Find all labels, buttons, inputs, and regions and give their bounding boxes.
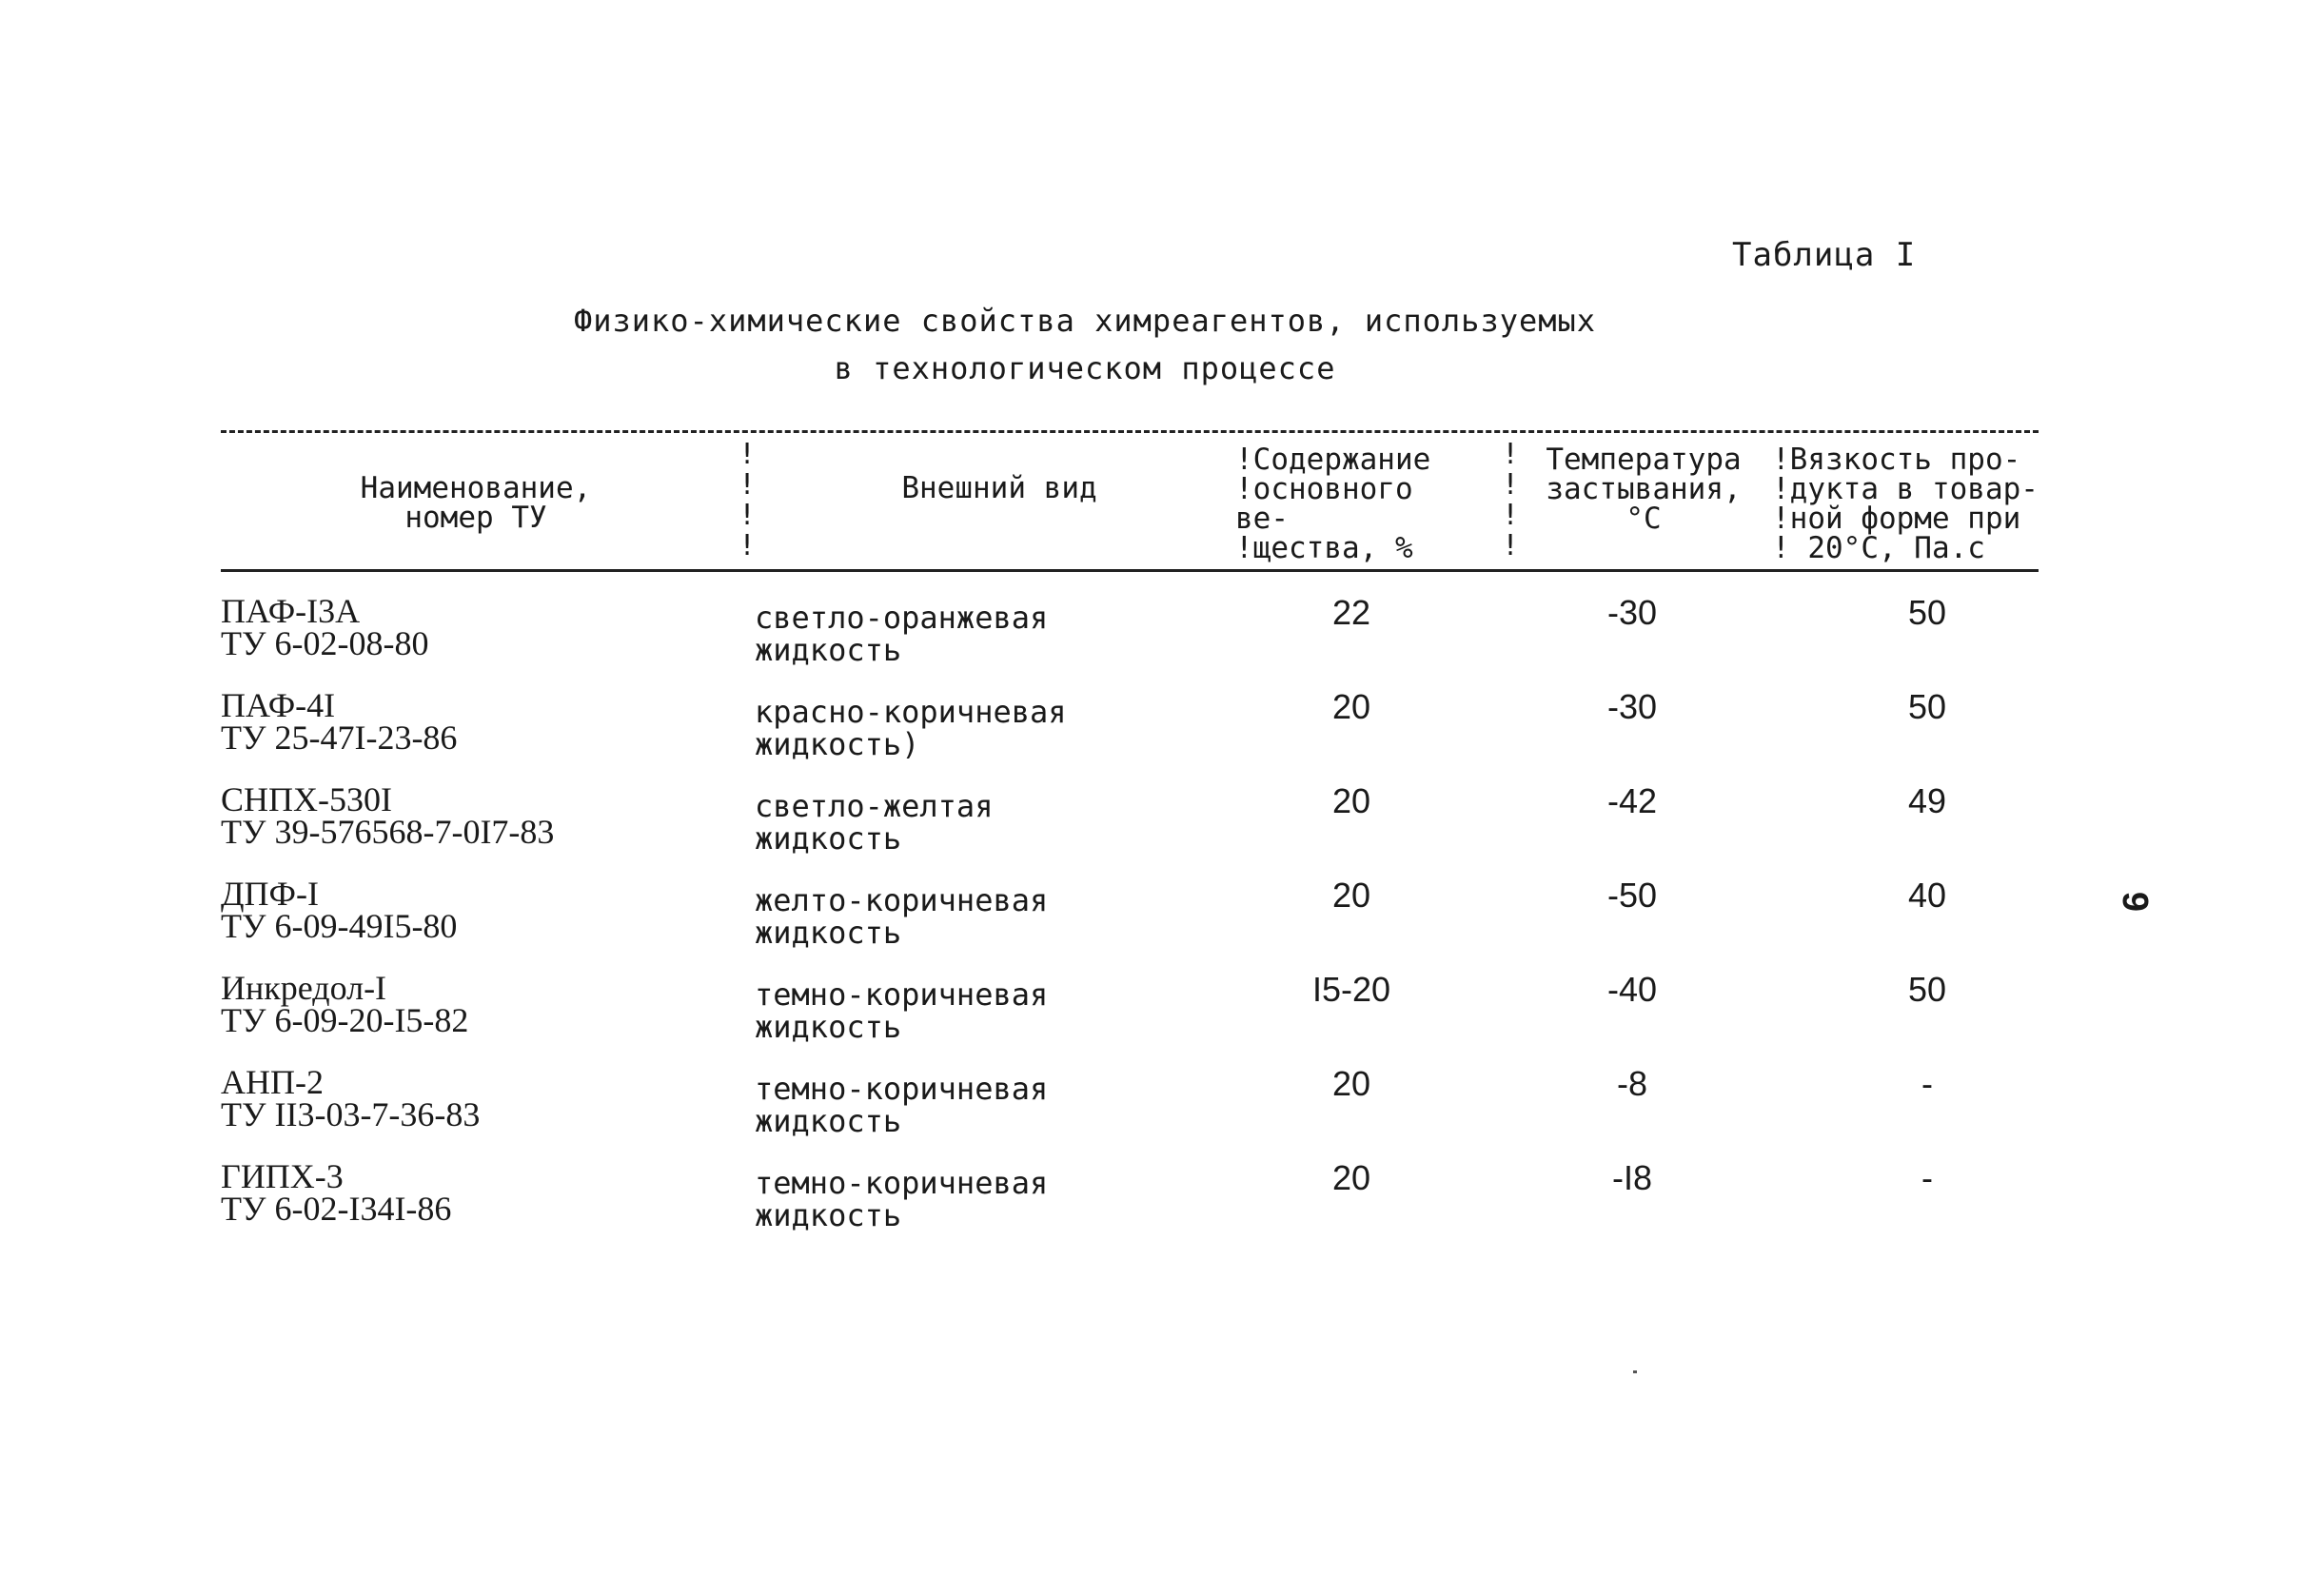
appearance-line-2: жидкость [755, 1103, 902, 1139]
table-title [533, 297, 1637, 392]
row-temperature: -42 [1606, 781, 1658, 820]
table-label: Таблица I [1732, 236, 1917, 274]
appearance-line-1: красно-коричневая [755, 694, 1067, 730]
reagent-tu: ТУ 6-09-20-I5-82 [221, 1001, 469, 1039]
row-viscosity: 49 [1907, 781, 1947, 820]
row-temperature: -30 [1606, 593, 1658, 632]
row-appearance [755, 601, 1173, 666]
appearance-line-2: жидкость [755, 1009, 902, 1045]
row-appearance [755, 1073, 1173, 1137]
reagent-tu: ТУ 25-47I-23-86 [221, 719, 458, 757]
header-temperature: Температура застывания, °C [1546, 443, 1742, 536]
header-separator: ! ! ! ! [1502, 438, 1520, 562]
row-content: 20 [1331, 876, 1371, 915]
row-content: 20 [1331, 781, 1371, 820]
row-viscosity: - [1921, 1158, 1933, 1197]
row-name [221, 592, 697, 662]
row-appearance [755, 884, 1173, 949]
appearance-line-2: жидкость [755, 632, 902, 668]
row-name [221, 686, 697, 757]
appearance-line-1: желто-коричневая [755, 882, 1049, 918]
row-name [221, 1157, 697, 1228]
reagent-tu: ТУ 6-09-49I5-80 [221, 907, 458, 945]
header-top-rule [221, 430, 2039, 433]
title-line-1: Физико-химические свойства химреагентов, используемых [573, 303, 1597, 339]
appearance-line-2: жидкость [755, 1197, 902, 1233]
reagent-tu: ТУ 39-576568-7-0I7-83 [221, 813, 555, 851]
reagent-name: Инкредол-I [221, 969, 387, 1007]
appearance-line-1: светло-желтая [755, 788, 994, 824]
header-bottom-rule [1692, 569, 2039, 572]
row-appearance [755, 1167, 1173, 1231]
reagent-tu: ТУ 6-02-08-80 [221, 624, 429, 662]
appearance-line-1: светло-оранжевая [755, 600, 1049, 636]
row-appearance [755, 978, 1173, 1043]
header-appearance: Внешний вид [901, 471, 1097, 505]
scan-speck [1633, 1370, 1637, 1373]
row-name [221, 780, 697, 851]
row-content: I5-20 [1311, 970, 1391, 1009]
row-content: 20 [1331, 1064, 1371, 1103]
row-viscosity: 50 [1907, 970, 1947, 1009]
row-temperature: -50 [1606, 876, 1658, 915]
appearance-line-1: темно-коричневая [755, 1071, 1049, 1107]
appearance-line-2: жидкость) [755, 726, 920, 762]
row-viscosity: 40 [1907, 876, 1947, 915]
row-content: 20 [1331, 687, 1371, 726]
row-temperature: -30 [1606, 687, 1658, 726]
reagent-tu: ТУ II3-03-7-36-83 [221, 1095, 481, 1133]
row-temperature: -I8 [1611, 1158, 1652, 1197]
appearance-line-1: темно-коричневая [755, 976, 1049, 1013]
header-viscosity: !Вязкость про- !дукта в товар- !ной форме при ! 20°C, Па.с [1772, 443, 2039, 565]
row-appearance [755, 696, 1173, 760]
row-viscosity: - [1921, 1064, 1933, 1103]
reagent-name: СНПХ-530I [221, 780, 392, 818]
row-name [221, 875, 697, 945]
row-content: 20 [1331, 1158, 1371, 1197]
row-viscosity: 50 [1907, 687, 1947, 726]
reagent-name: ПАФ-I3А [221, 592, 361, 630]
row-temperature: -8 [1616, 1064, 1647, 1103]
reagent-tu: ТУ 6-02-I34I-86 [221, 1190, 452, 1228]
reagent-name: ПАФ-4I [221, 686, 336, 724]
title-line-2: в технологическом процессе [834, 350, 1336, 386]
page-number: 9 [2115, 891, 2156, 913]
reagent-name: ДПФ-I [221, 875, 319, 913]
header-bottom-rule [221, 569, 1705, 572]
reagent-name: АНП-2 [221, 1063, 324, 1101]
reagent-name: ГИПХ-3 [221, 1157, 344, 1195]
row-appearance [755, 790, 1173, 855]
header-name: Наименование, номер ТУ [360, 471, 592, 535]
row-viscosity: 50 [1907, 593, 1947, 632]
appearance-line-2: жидкость [755, 915, 902, 951]
row-temperature: -40 [1606, 970, 1658, 1009]
header-separator: ! ! ! ! [739, 438, 757, 562]
header-content: !Содержание !основного ве- !щества, % [1235, 443, 1431, 565]
row-name [221, 1063, 697, 1133]
row-content: 22 [1331, 593, 1371, 632]
appearance-line-1: темно-коричневая [755, 1165, 1049, 1201]
row-name [221, 969, 697, 1039]
appearance-line-2: жидкость [755, 820, 902, 857]
